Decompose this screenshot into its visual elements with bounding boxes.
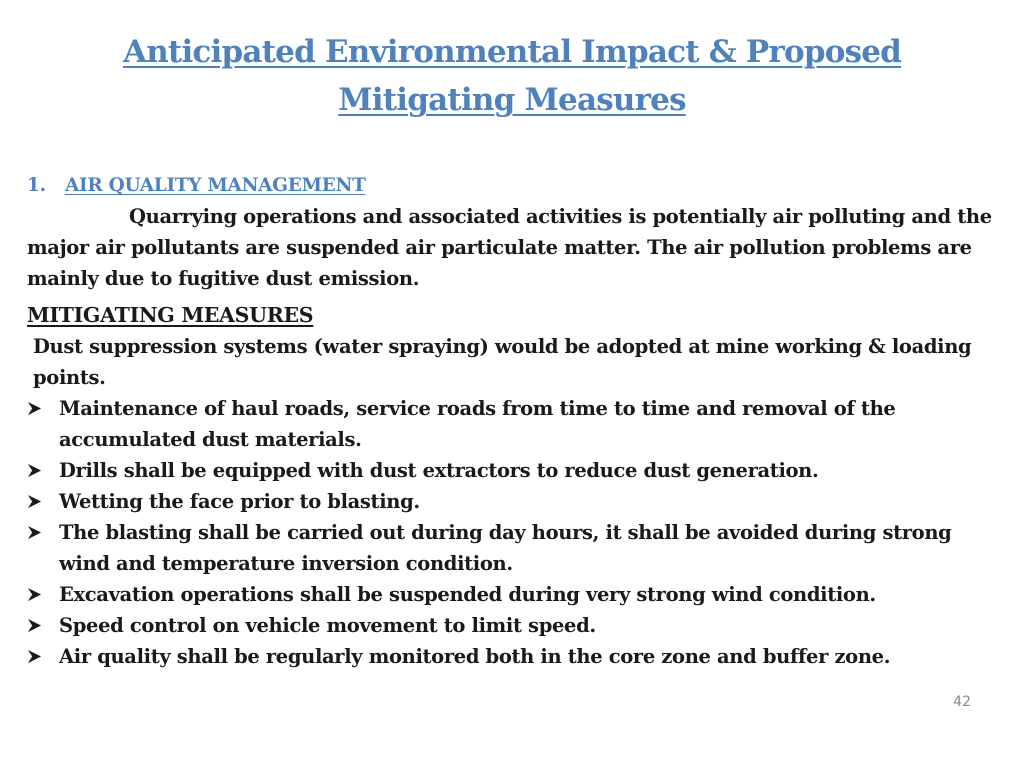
arrow-bullet-icon (27, 401, 42, 416)
arrow-bullet-icon (27, 525, 42, 540)
slide-content (27, 170, 997, 672)
arrow-bullet-icon (27, 649, 42, 664)
section-number: 1. (27, 175, 46, 196)
list-item (27, 393, 997, 455)
title-line-1: Anticipated Environmental Impact & Proposed (122, 34, 902, 70)
arrow-bullet-icon (27, 587, 42, 602)
mitigation-list (27, 393, 997, 672)
section-heading (27, 170, 997, 201)
list-item-text: Wetting the face prior to blasting. (59, 490, 420, 513)
list-item-text: Drills shall be equipped with dust extractors to reduce dust generation. (59, 459, 819, 482)
list-item (27, 579, 997, 610)
list-item-text: Maintenance of haul roads, service roads from time to time and removal of the accumulated dust materials. (59, 397, 896, 451)
list-item-text: Air quality shall be regularly monitored both in the core zone and buffer zone. (59, 645, 891, 668)
list-item (27, 486, 997, 517)
mitigating-heading: MITIGATING MEASURES (27, 303, 314, 327)
arrow-bullet-icon (27, 494, 42, 509)
list-item-text: The blasting shall be carried out during day hours, it shall be avoided during strong wind and temperature inversion condition. (59, 521, 952, 575)
list-item (27, 517, 997, 579)
arrow-bullet-icon (27, 463, 42, 478)
section-intro: Quarrying operations and associated activities is potentially air polluting and the major air pollutants are suspended air particulate matter. The air pollution problems are mainly due to fugitive dust emission. (27, 205, 992, 290)
list-item (27, 455, 997, 486)
list-item (27, 641, 997, 672)
section-heading-text: AIR QUALITY MANAGEMENT (65, 175, 366, 196)
list-item (27, 610, 997, 641)
arrow-bullet-icon (27, 618, 42, 633)
mitigating-intro: Dust suppression systems (water spraying) would be adopted at mine working & loading points. (33, 335, 972, 389)
page-number: 42 (953, 694, 971, 710)
slide-title (60, 28, 964, 124)
list-item-text: Speed control on vehicle movement to limit speed. (59, 614, 596, 637)
title-line-2: Mitigating Measures (338, 82, 686, 118)
list-item-text: Excavation operations shall be suspended during very strong wind condition. (59, 583, 876, 606)
